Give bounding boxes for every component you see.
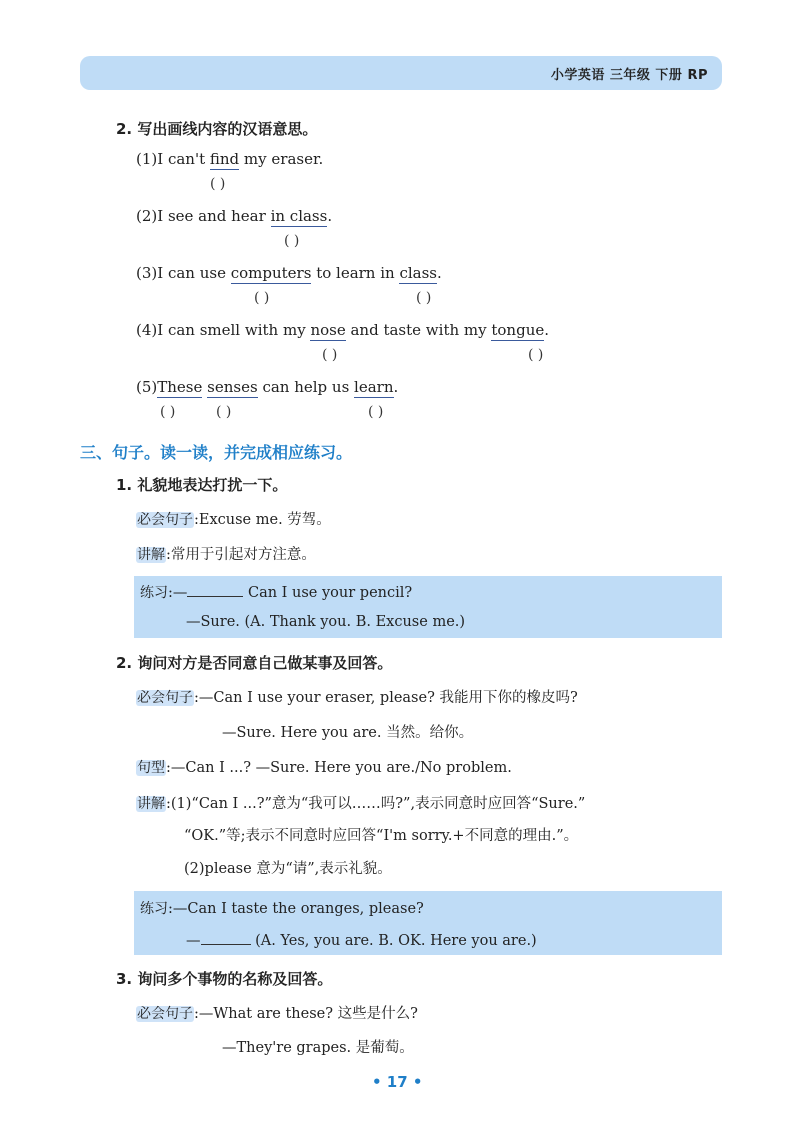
must-text: :—Can I use your eraser, please? 我能用下你的橡皮吗? [194, 690, 578, 706]
q2-item-4 [136, 321, 549, 339]
s3-q3-title: 3. 询问多个事物的名称及回答。 [116, 970, 333, 988]
answer-paren[interactable]: ( ) [284, 233, 300, 249]
explain-label: 讲解 [137, 547, 165, 563]
must-label: 必会句子 [137, 690, 193, 706]
q2-item-1 [136, 150, 323, 168]
item-text: . [437, 264, 442, 282]
s3-q3-must-line1 [136, 1002, 418, 1023]
item-text: my eraser. [239, 150, 324, 168]
item-text: to learn in [311, 264, 400, 282]
must-text: :Excuse me. 劳驾。 [194, 512, 331, 528]
s3-q2-pattern [136, 757, 512, 777]
item-text: (4)I can smell with my [136, 321, 311, 339]
practice-text: :— [168, 585, 188, 601]
answer-blank[interactable] [187, 582, 243, 597]
s3-q1-must [136, 508, 331, 529]
explain-text: :常用于引起对方注意。 [166, 547, 316, 563]
must-label: 必会句子 [137, 512, 193, 528]
underlined-word: senses [207, 378, 258, 396]
item-text: (2)I see and hear [136, 207, 271, 225]
answer-paren[interactable]: ( ) [416, 290, 432, 306]
practice-text: :—Can I taste the oranges, please? [168, 901, 424, 917]
underlined-word: tongue [491, 321, 545, 339]
item-text: can help us [257, 378, 355, 396]
practice-label: 练习 [140, 585, 168, 601]
item-text: . [393, 378, 399, 396]
practice-label: 练习 [140, 901, 168, 917]
answer-paren[interactable]: ( ) [216, 404, 232, 420]
explain-label: 讲解 [137, 796, 165, 812]
s3-q2-must-line1 [136, 686, 578, 707]
item-text: . [327, 207, 333, 225]
q2-item-3 [136, 264, 442, 282]
pattern-text: :—Can I ...? —Sure. Here you are./No problem. [166, 760, 512, 776]
section-3-title: 三、句子。读一读，并完成相应练习。 [80, 443, 353, 462]
s3-q1-explain [136, 543, 316, 564]
must-label: 必会句子 [137, 1006, 193, 1022]
underlined-word: in class [270, 207, 328, 225]
underlined-word: learn [354, 378, 394, 396]
s3-q2-practice-line2 [186, 930, 537, 949]
underlined-word: These [157, 378, 203, 396]
s3-q2-explain-line3: (2)please 意为“请”,表示礼貌。 [184, 861, 392, 877]
answer-paren[interactable]: ( ) [254, 290, 270, 306]
must-text: :—What are these? 这些是什么? [194, 1006, 418, 1022]
underlined-word: nose [310, 321, 346, 339]
s3-q2-explain-line2: “OK.”等;表示不同意时应回答“I'm sorry.+不同意的理由.”。 [184, 828, 579, 844]
item-text: (5) [136, 378, 158, 396]
s3-q1-practice-line1 [140, 582, 412, 602]
item-text: . [544, 321, 550, 339]
header-bar [80, 56, 722, 90]
q2-item-5 [136, 378, 398, 396]
header-text: 小学英语 三年级 下册 RP [550, 68, 708, 83]
s3-q2-must-line2: —Sure. Here you are. 当然。给你。 [222, 725, 474, 741]
s3-q2-explain-line1 [136, 792, 585, 813]
underlined-word: class [399, 264, 438, 282]
answer-paren[interactable]: ( ) [322, 347, 338, 363]
s3-q1-title: 1. 礼貌地表达打扰一下。 [116, 476, 288, 494]
underlined-word: find [209, 150, 240, 168]
s3-q2-practice-line1 [140, 898, 424, 918]
item-text: and taste with my [345, 321, 492, 339]
practice-text: (A. Yes, you are. B. OK. Here you are.) [250, 933, 537, 949]
s3-q3-must-line2: —They're grapes. 是葡萄。 [222, 1040, 414, 1056]
item-text: (3)I can use [136, 264, 231, 282]
page-number: • 17 • [372, 1073, 423, 1091]
item-text: (1)I can't [136, 150, 210, 168]
answer-paren[interactable]: ( ) [528, 347, 544, 363]
s3-q2-title: 2. 询问对方是否同意自己做某事及回答。 [116, 654, 393, 672]
practice-text: Can I use your pencil? [243, 585, 413, 601]
answer-blank[interactable] [201, 930, 251, 945]
answer-paren[interactable]: ( ) [210, 176, 226, 192]
answer-paren[interactable]: ( ) [160, 404, 176, 420]
underlined-word: computers [230, 264, 312, 282]
pattern-label: 句型 [137, 760, 165, 776]
q2-title: 2. 写出画线内容的汉语意思。 [116, 120, 318, 138]
explain-text: :(1)“Can I ...?”意为“我可以……吗?”,表示同意时应回答“Sure.” [166, 796, 586, 812]
answer-paren[interactable]: ( ) [368, 404, 384, 420]
s3-q1-practice-line2: —Sure. (A. Thank you. B. Excuse me.) [186, 614, 466, 630]
practice-text: — [186, 933, 201, 949]
q2-item-2 [136, 207, 332, 225]
